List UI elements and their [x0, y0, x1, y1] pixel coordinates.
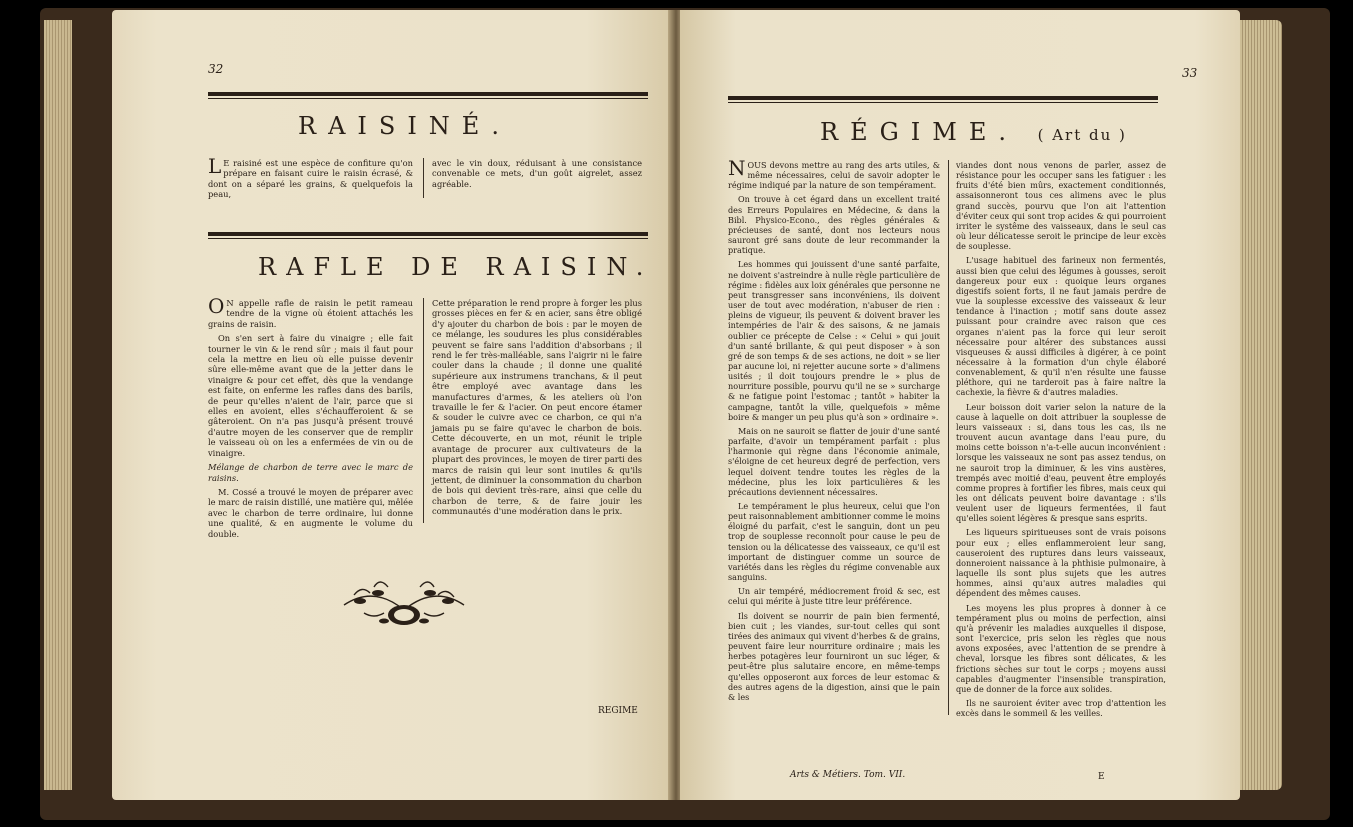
raisine-col2 [432, 158, 642, 193]
paragraph: Les moyens les plus propres à donner à ce tempérament plus ou moins de perfection, ainsi qu'à prévenir les maladies auxquelles il dispose, sont l'exercice, pris selon les règles que nous avons exposées, avec l'attention de se prendre à cheval, lorsque les fibres sont délicates, & les frictions sèches sur tout le corps ; moyens aussi capables d'augmenter l'insensible transpiration, que de donner de la force aux solides. [956, 602, 1166, 694]
paragraph: viandes dont nous venons de parler, assez de résistance pour les occuper sans les fatiguer : les fruits d'été bien mûrs, exactement conditionnés, assaisonneront tous ces alimens avec le plus grand succès, pourvu que l'on ait l'attention d'éviter ceux qui sont trop acides & qui pourroient irriter le systême des vaisseaux, dans le seul cas où leur délicatesse seroit le principe de leur excès de souplesse. [956, 160, 1166, 252]
right-page-edges [1240, 20, 1282, 790]
drop-cap: O [208, 294, 225, 318]
paragraph: M. Cossé a trouvé le moyen de préparer avec le marc de raisin distillé, une matière qui, mêlée avec le charbon de terre ordinaire, lui donne une qualité, & en augmente le volume du double. [208, 486, 413, 539]
column-divider [948, 160, 949, 715]
paragraph: Les liqueurs spiritueuses sont de vrais poisons pour eux ; elles enflammeroient leur sang, causeroient des ruptures dans leurs vaisseaux, donneroient naissance à la phthisie pulmonaire, à laquelle ils sont plus sujets que les autres hommes, ainsi qu'aux autres maladies qui dépendent des mêmes causes. [956, 527, 1166, 599]
regime-col1 [728, 156, 941, 706]
top-rule-thin [208, 98, 648, 99]
paragraph: NOUS devons mettre au rang des arts utiles, & même nécessaires, celui de savoir adopter le régime indiqué par la nature de son tempérament. [728, 156, 940, 191]
title-text: RÉGIME. [820, 118, 1018, 146]
paragraph: Mais on ne sauroit se flatter de jouir d'une santé parfaite, d'avoir un tempérament parfait : plus l'harmonie qui règne dans l'économie animale, s'éloigne de cet heureux degré de perfection, vers lequel doivent tendre toutes les règles de la médecine, plus les loix particulières & les précautions deviennent nécessaires. [728, 425, 940, 497]
left-page-number: 32 [208, 62, 224, 76]
paragraph: Le tempérament le plus heureux, celui que l'on peut raisonnablement ambitionner comme le moins éloigné du parfait, c'est le sanguin, dont un peu trop de souplesse reconnoît pour cause le peu de tension ou la délicatesse des vaisseaux, ce qu'il est important de distinguer comme un source de variétés dans les règles du régime convenable aux sanguins. [728, 501, 940, 583]
paragraph: On trouve à cet égard dans un excellent traité des Erreurs Populaires en Médecine, & dans la Bibl. Physico-Econo., des règles générales & précieuses de santé, dont nos lecteurs nous sauront gré sans doute de leur recommander la pratique. [728, 194, 940, 256]
mid-rule [208, 232, 648, 236]
left-page [112, 10, 670, 800]
paragraph: O N appelle rafle de raisin le petit rameau tendre de la vigne où étoient attachés les grains de raisin. [208, 294, 413, 329]
drop-cap: L [208, 154, 222, 178]
section-title-rafle: RAFLE DE RAISIN. [258, 253, 654, 281]
paragraph: avec le vin doux, réduisant à une consistance convenable ce mets, d'un goût aigrelet, assez agréable. [432, 158, 642, 189]
paragraph: Cette préparation le rend propre à forger les plus grosses pièces en fer & en acier, sans être obligé d'y ajouter du charbon de bois : par le moyen de ce mélange, les soudures les plus considérables peuvent se faire sans l'addition d'absorbans ; il rend le fer très-malléable, sans l'aigrir ni le faire couler dans la chaude ; il donne une qualité supérieure aux instrumens tranchans, & il peut être employé avec avantage dans les manufactures d'armes, & les ateliers où l'on travaille le fer & l'acier. On peut encore étamer & souder le cuivre avec ce charbon, ce qui n'a jamais pu se faire qu'avec le charbon de bois. Cette découverte, en un mot, réunit le triple avantage de procurer aux cultivateurs de la plupart des provinces, le moyen de tirer parti des marcs de raisin qui leur sont inutiles & qu'ils jettent, de diminuer la consommation du charbon de bois qui devient très-rare, ainsi que celle du charbon de terre, & de faire jouir les communautés d'une modération dans le prix. [432, 298, 642, 517]
top-rule-thin [728, 102, 1158, 103]
subheading: Mélange de charbon de terre avec le marc de raisins. [208, 462, 413, 483]
title-subtitle: ( Art du ) [1037, 126, 1127, 144]
mid-rule-thin [208, 238, 648, 239]
section-title-raisine: RAISINÉ. [298, 112, 511, 140]
left-page-edges [44, 20, 72, 790]
paragraph: Leur boisson doit varier selon la nature de la cause à laquelle on doit attribuer la souplesse de leurs vaisseaux : si, dans tous les cas, ils ne trouvent aucun avantage dans l'eau pure, du moins cette boisson n'a-t-elle aucun inconvénient : lorsque les vaisseaux ne sont pas assez tendus, on ne sauroit trop la diminuer, & les vins austères, trempés avec moitié d'eau, peuvent être employés comme propres à fortifier les fibres, mais ceux qui les ont délicats peuvent boire davantage : s'ils veulent user de liqueurs fermentées, il faut qu'elles soient légères & presque sans esprits. [956, 401, 1166, 524]
rafle-col2 [432, 298, 642, 521]
paragraph: Un air tempéré, médiocrement froid & sec, est celui qui mérite à juste titre leur préférence. [728, 586, 940, 607]
paragraph: Ils ne sauroient éviter avec trop d'attention les excès dans le sommeil & les veilles. [956, 697, 1166, 719]
regime-col2 [956, 160, 1166, 722]
column-divider [423, 158, 424, 198]
section-title-regime [820, 118, 1127, 146]
paragraph: Ils doivent se nourrir de pain bien fermenté, bien cuit ; les viandes, sur-tout celles qui sont tirées des animaux qui vivent d'herbes & de grains, peuvent faire leur nourriture ordinaire ; mais les herbes potagères leur fourniront un suc léger, & peut-être plus salutaire encore, en même-temps qu'elles opposeront aux forces de leur estomac & des autres agens de la digestion, ainsi que le pain & les [728, 610, 941, 702]
page-footer: Arts & Métiers. Tom. VII. [790, 770, 906, 780]
paragraph: L'usage habituel des farineux non fermentés, aussi bien que celui des légumes à gousses, seroit dangereux pour eux : quoique leurs organes digestifs soient forts, il ne faut jamais perdre de vue la souplesse excessive des vaisseaux & leur tendance à l'inaction ; motif sans doute assez puissant pour craindre avec raison que ces organes n'aient pas la force qui leur seroit nécessaire pour altérer des substances aussi visqueuses & aussi difficiles à digérer, à ce point nécessaire à la formation d'un chyle élaboré convenablement, & qu'il n'en résulte une fausse pléthore, qui ne tarderoit pas à faire naître la cachexie, la fièvre & d'autres maladies. [956, 255, 1166, 398]
right-page-number: 33 [1182, 66, 1198, 80]
top-rule [728, 96, 1158, 100]
rafle-col1 [208, 294, 413, 543]
raisine-col1 [208, 154, 413, 204]
floral-ornament [334, 565, 474, 637]
drop-cap: N [728, 156, 746, 180]
top-rule [208, 92, 648, 96]
paragraph: On s'en sert à faire du vinaigre ; elle fait tourner le vin & le rend sûr ; mais il faut pour cela la mettre en lieu où elle puisse devenir sûre elle-même avant que de la jetter dans le vinaigre & pour cet effet, dès que la vendange est faite, on enferme les rafles dans des barils, de peur qu'elles n'aient de l'air, parce que si elles en avoient, elles s'échaufferoient & se gâteroient. On n'a pas jusqu'à présent trouvé d'autre moyen de les conserver que de remplir le vaisseau où on les a enfermées de vin ou de vinaigre. [208, 333, 413, 458]
paragraph: L E raisiné est une espèce de confiture qu'on prépare en faisant cuire le raisin écrasé, & dont on a séparé les grains, & quelquefois la peau, [208, 154, 413, 200]
catchword: REGIME [598, 706, 638, 716]
right-page [680, 10, 1240, 800]
signature-mark: E [1098, 772, 1105, 782]
paragraph: Les hommes qui jouissent d'une santé parfaite, ne doivent s'astreindre à nulle règle particulière de régime : fidèles aux loix générales que personne ne peut transgresser sans inconvéniens, ils doivent user de tout avec modération, n'abuser de rien : pleins de vigueur, ils peuvent & doivent braver les intempéries de l'air & des saisons, & ne jamais oublier ce précepte de Celse : « Celui » qui jouit d'un santé brillante, & qui peut disposer » à son gré de son temps & de ses actions, ne doit » se lier par aucune loi, ni rejetter aucune sorte » d'alimens usités ; il doit toujours prendre le » plus de nourriture possible, pourvu qu'il ne se » surcharge & ne fatigue point l'estomac ; tantôt » habiter la campagne, tantôt la ville, quelquefois » même boire & manger un peu plus qu'à son » ordinaire ». [728, 259, 940, 422]
column-divider [423, 298, 424, 523]
